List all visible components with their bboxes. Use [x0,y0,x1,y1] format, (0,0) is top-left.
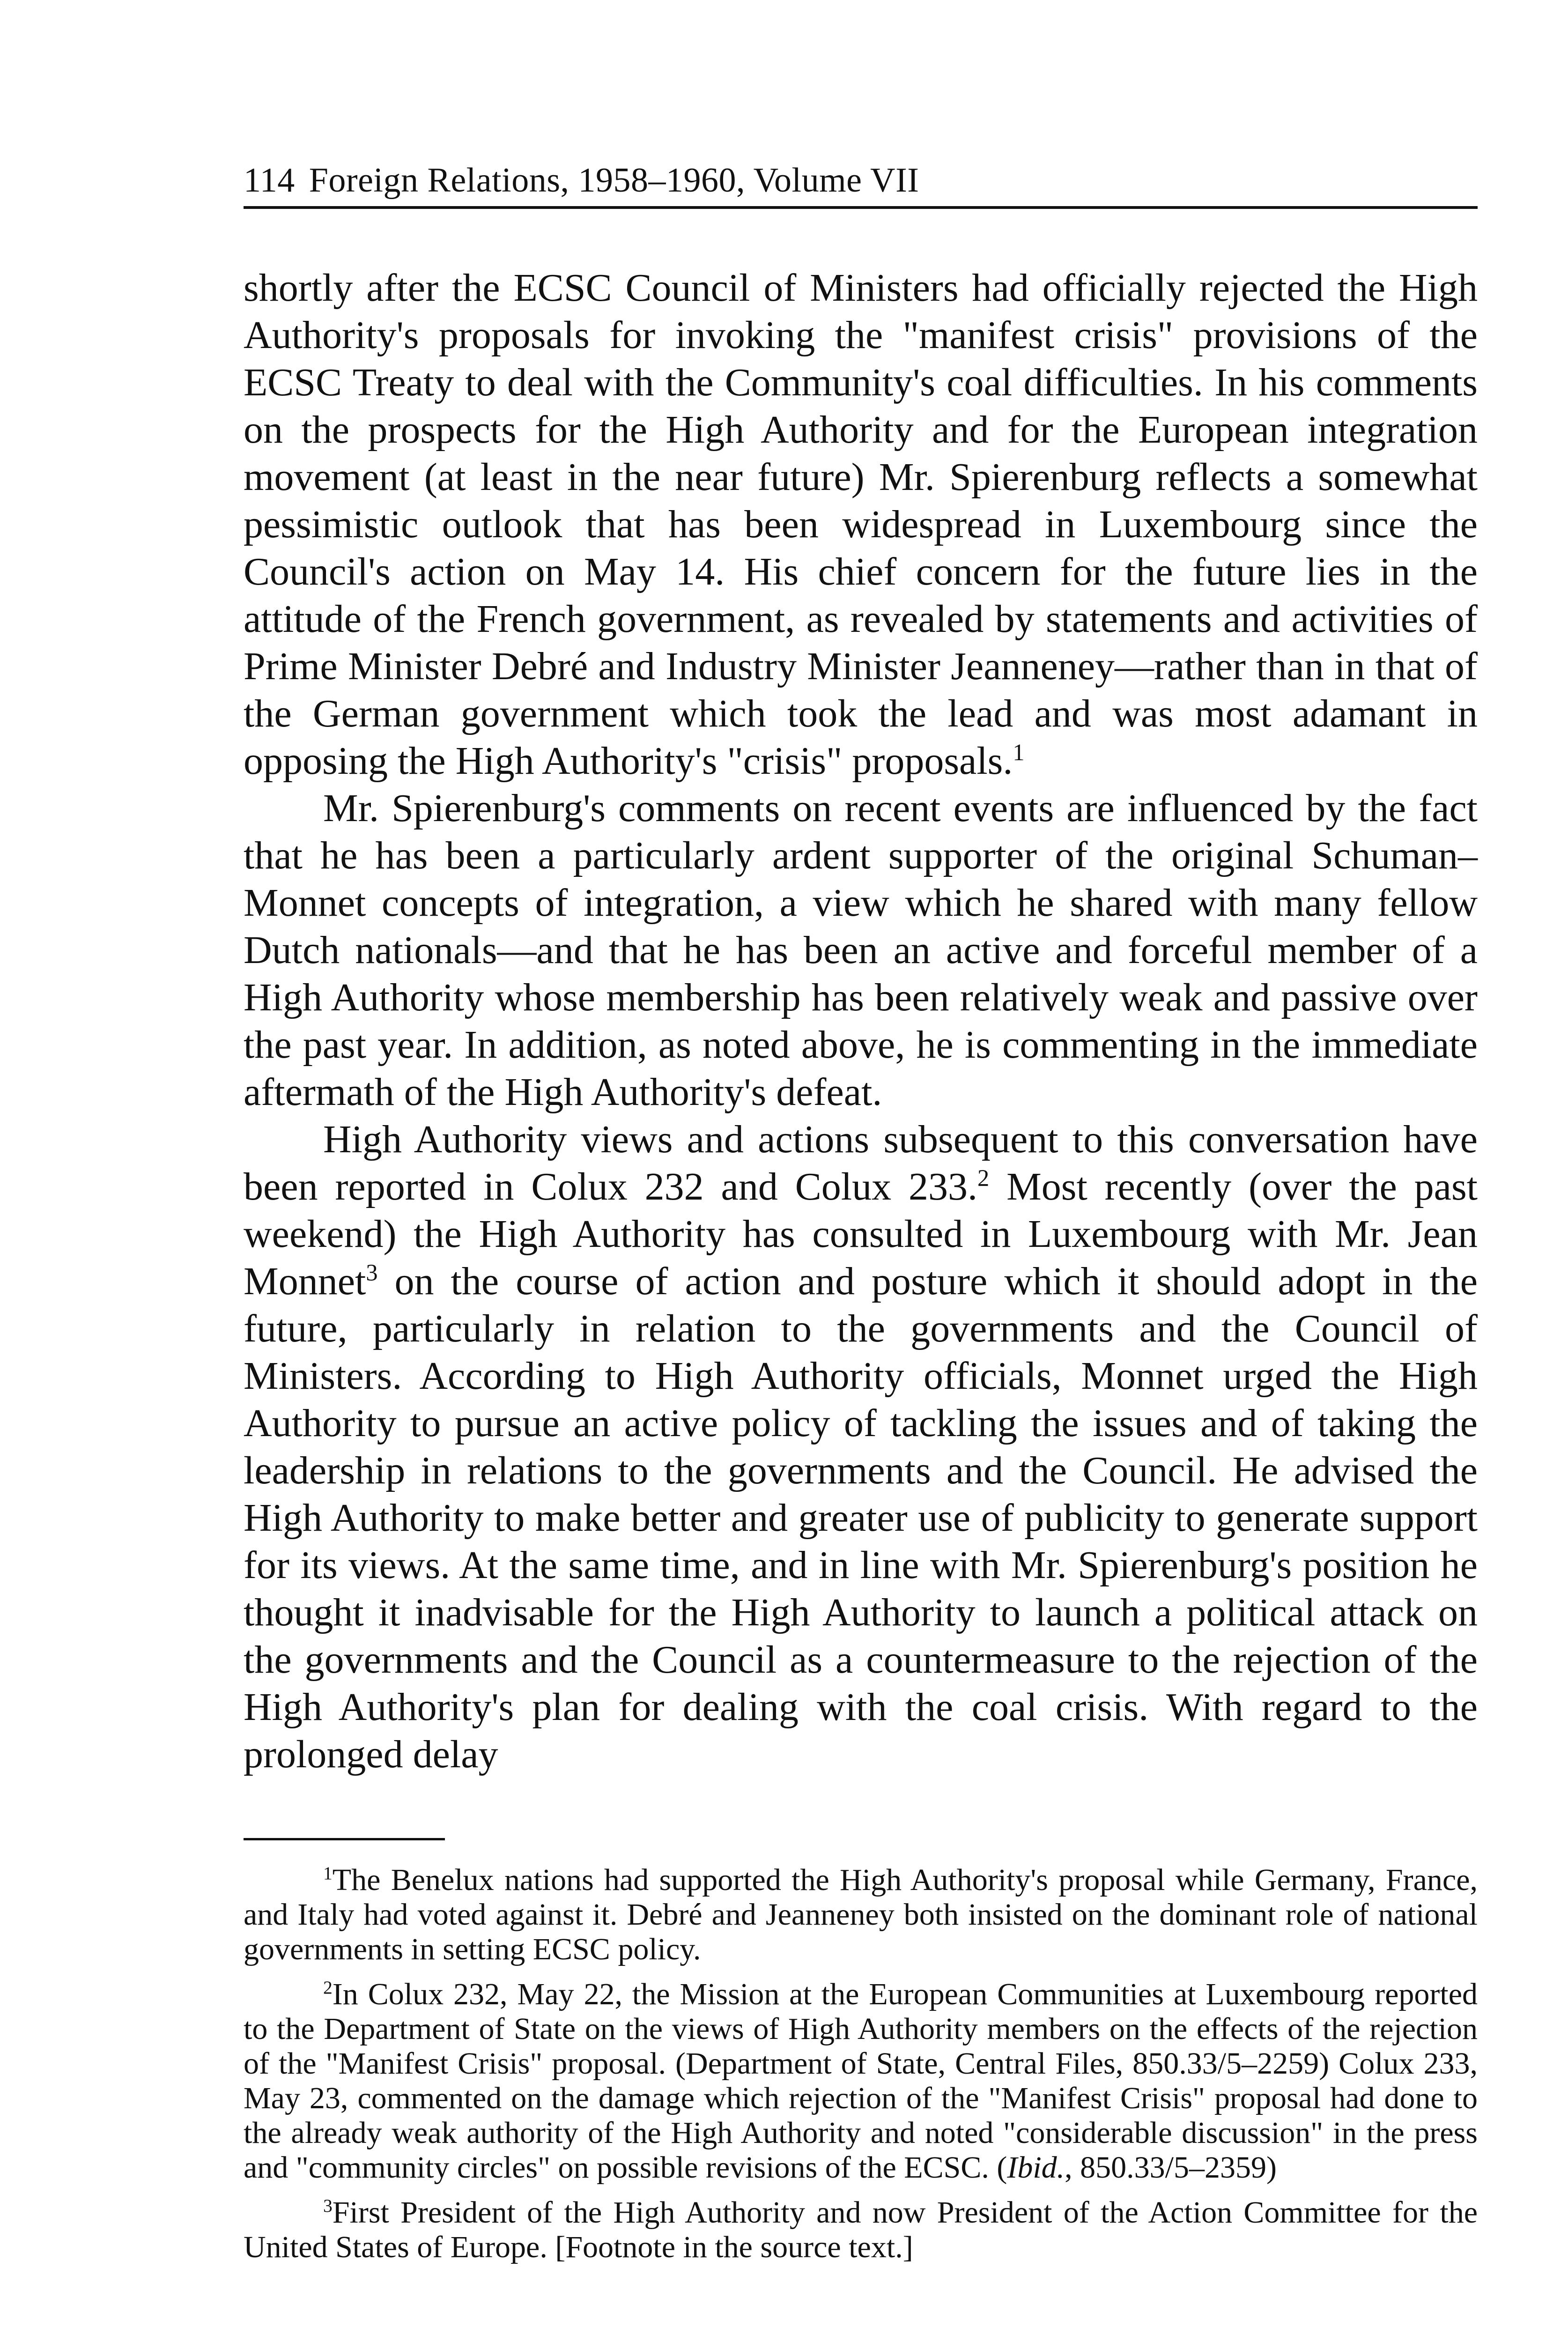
footnote-3-text: First President of the High Authority and now President of the Action Committee for the United States of Europe. [Footnote in the source text.] [244,2195,1478,2264]
footnotes [244,1863,1478,2265]
paragraph-3-text-a: High Authority views and actions subsequent to this conversation have been reported in Colux 232 and Colux 233. [244,1118,1478,1208]
volume-title: Foreign Relations, 1958–1960, Volume VII [309,161,919,200]
footnote-1 [244,1863,1478,1967]
footnote-ref-3: 3 [366,1260,378,1286]
footnote-3 [244,2195,1478,2265]
footnote-marker-1: 1 [323,1863,333,1883]
footnote-ref-2: 2 [977,1165,990,1191]
footnote-divider [244,1838,445,1840]
footnote-2-tail: , 850.33/5–2359) [1065,2150,1277,2185]
footnote-2-text: In Colux 232, May 22, the Mission at the European Communities at Luxembourg reported to the Department of State on the views of High Authority members on the effects of the rejection of the "Manifest Crisis" proposal. (Department of State, Central Files, 850.33/5–2259) Colux 233, May 23, commented on the damage which rejection of the "Manifest Crisis" proposal had done to the already weak authority of the High Authority and noted "considerable discussion" in the press and "community circles" on possible revisions of the ECSC. ( [244,1977,1478,2185]
paragraph-3 [244,1116,1478,1778]
footnote-2 [244,1977,1478,2185]
document-page [244,159,1478,2265]
footnote-ref-1: 1 [1013,739,1025,765]
paragraph-1-text: shortly after the ECSC Council of Ministers had officially rejected the High Authority's proposals for invoking the "manifest crisis" provisions of the ECSC Treaty to deal with the Community's coal difficulties. In his comments on the prospects for the High Authority and for the European integration movement (at least in the near future) Mr. Spierenburg reflects a somewhat pessimistic outlook that has been widespread in Luxembourg since the Council's action on May 14. His chief concern for the future lies in the attitude of the French government, as revealed by statements and activities of Prime Minister Debré and Industry Minister Jeanneney—rather than in that of the German government which took the lead and was most adamant in opposing the High Authority's "crisis" proposals. [244,266,1478,783]
paragraph-3-text-b: Most recently (over the past weekend) the High Authority has consulted in Luxembourg with Mr. Jean Monnet [244,1165,1478,1303]
running-head [244,159,1478,209]
paragraph-2 [244,785,1478,1116]
paragraph-2-text: Mr. Spierenburg's comments on recent events are influenced by the fact that he has been a particularly ardent supporter of the original Schuman–Monnet concepts of integration, a view which he shared with many fellow Dutch nationals—and that he has been an active and forceful member of a High Authority whose membership has been relatively weak and passive over the past year. In addition, as noted above, he is commenting in the immediate aftermath of the High Authority's defeat. [244,786,1478,1114]
footnote-marker-2: 2 [323,1977,333,1998]
footnote-2-ibid: Ibid. [1007,2150,1065,2185]
footnote-marker-3: 3 [323,2195,333,2216]
body-text [244,264,1478,1778]
paragraph-3-text-c: on the course of action and posture which it should adopt in the future, particularly in relation to the governments and the Council of Ministers. According to High Authority officials, Monnet urged the High Authority to pursue an active policy of tackling the issues and of taking the leadership in relations to the governments and the Council. He advised the High Authority to make better and greater use of publicity to generate support for its views. At the same time, and in line with Mr. Spierenburg's position he thought it inadvisable for the High Authority to launch a political attack on the governments and the Council as a countermeasure to the rejection of the High Authority's plan for dealing with the coal crisis. With regard to the prolonged delay [244,1260,1478,1776]
page-number: 114 [244,161,295,200]
paragraph-1 [244,264,1478,785]
footnote-1-text: The Benelux nations had supported the High Authority's proposal while Germany, France, and Italy had voted against it. Debré and Jeanneney both insisted on the dominant role of national governments in setting ECSC policy. [244,1863,1478,1966]
